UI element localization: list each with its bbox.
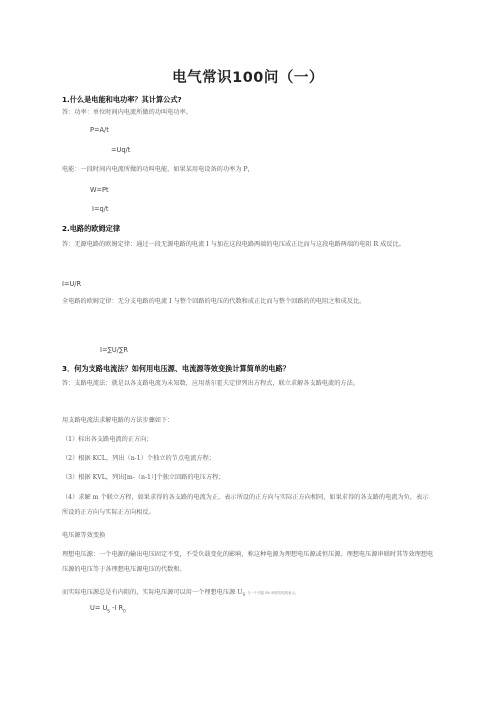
question-1-heading: 1.什么是电能和电功率？其计算公式?: [62, 95, 182, 104]
formula-p2: =Uq/t: [111, 146, 131, 154]
question-2-full-circuit: 全电路的欧姆定律：无分支电路的电流 I 与整个回路的电压的代数和成正比而与整个回路的的电阻之和成反比。: [62, 298, 366, 305]
formula-ohm: I=U/R: [62, 280, 82, 288]
formula-full-ohm: I=∑U/∑R: [100, 346, 128, 354]
formula-w: W=Pt: [90, 186, 109, 194]
step-2: （2）根据 KCL，列出（n-1）个独立的节点电流方程；: [62, 455, 215, 462]
page-title: 电气常识100问（一）: [172, 70, 324, 86]
formula-p: P=A/t: [90, 126, 109, 134]
formula-sub-s: S: [107, 608, 110, 614]
formula-u: U= U: [90, 604, 108, 612]
question-3-steps-intro: 用支路电流法求解电路的方法步骤如下：: [62, 417, 174, 424]
subscript-s: S: [242, 592, 246, 598]
ideal-voltage-source: 理想电压源：一个电源的输出电压固定不变，不受负载变化的影响，称这种电源为理想电压源或恒压源。理想电压源串联时其等效理想电压源的电压等于各理想电压源电压的代数和。: [62, 551, 434, 573]
step-3: （3）根据 KVL，列出[m-（n-1）]个独立回路的电压方程；: [62, 474, 225, 481]
voltage-source-heading: 电压源等效变换: [62, 532, 106, 539]
question-2-heading: 2.电路的欧姆定律: [62, 224, 121, 233]
step-4: （4）求解 m 个联立方程，如果求得的各支路的电流为正，表示所设的正方向与实际正方向相同，如果求得的各支路的电流为负，表示所设的正方向与实际正方向相反。: [62, 494, 429, 516]
real-voltage-source: [62, 585, 434, 602]
question-3-answer: 答：支路电流法：就是以各支路电流为未知数，应用基尔霍夫定律列出方程式，联立求解各支路电流的方法。: [62, 380, 359, 387]
real-voltage-source-text: 而实际电压源总是有内阻的，实际电压源可以用一个理想电压源 U: [62, 589, 243, 596]
formula-i: I=q/t: [92, 205, 109, 213]
formula-real-source: [90, 604, 126, 613]
question-2-answer: 答：无源电路的欧姆定律：通过一段无源电路的电流 I 与加在这段电路两端的电压成正比而与这段电路两端的电阻 R 成反比。: [62, 241, 405, 248]
question-3-heading: 3．何为支路电流法？如何用电压源、电流源等效变换计算简单的电路？: [62, 364, 290, 373]
question-1-answer: 答：功率：单位时间内电流所做的功叫电功率。: [62, 109, 192, 116]
question-1-energy: 电能：一段时间内电流所做的功叫电能，如果某用电设备的功率为 P，: [62, 166, 254, 173]
small-note: 与一个内阻 R0 串联的电路表示。: [247, 591, 299, 595]
formula-sub-0: 0: [123, 608, 126, 614]
formula-ir: -I R: [109, 604, 124, 612]
step-1: （1）标出各支路电流的正方向；: [62, 436, 153, 443]
